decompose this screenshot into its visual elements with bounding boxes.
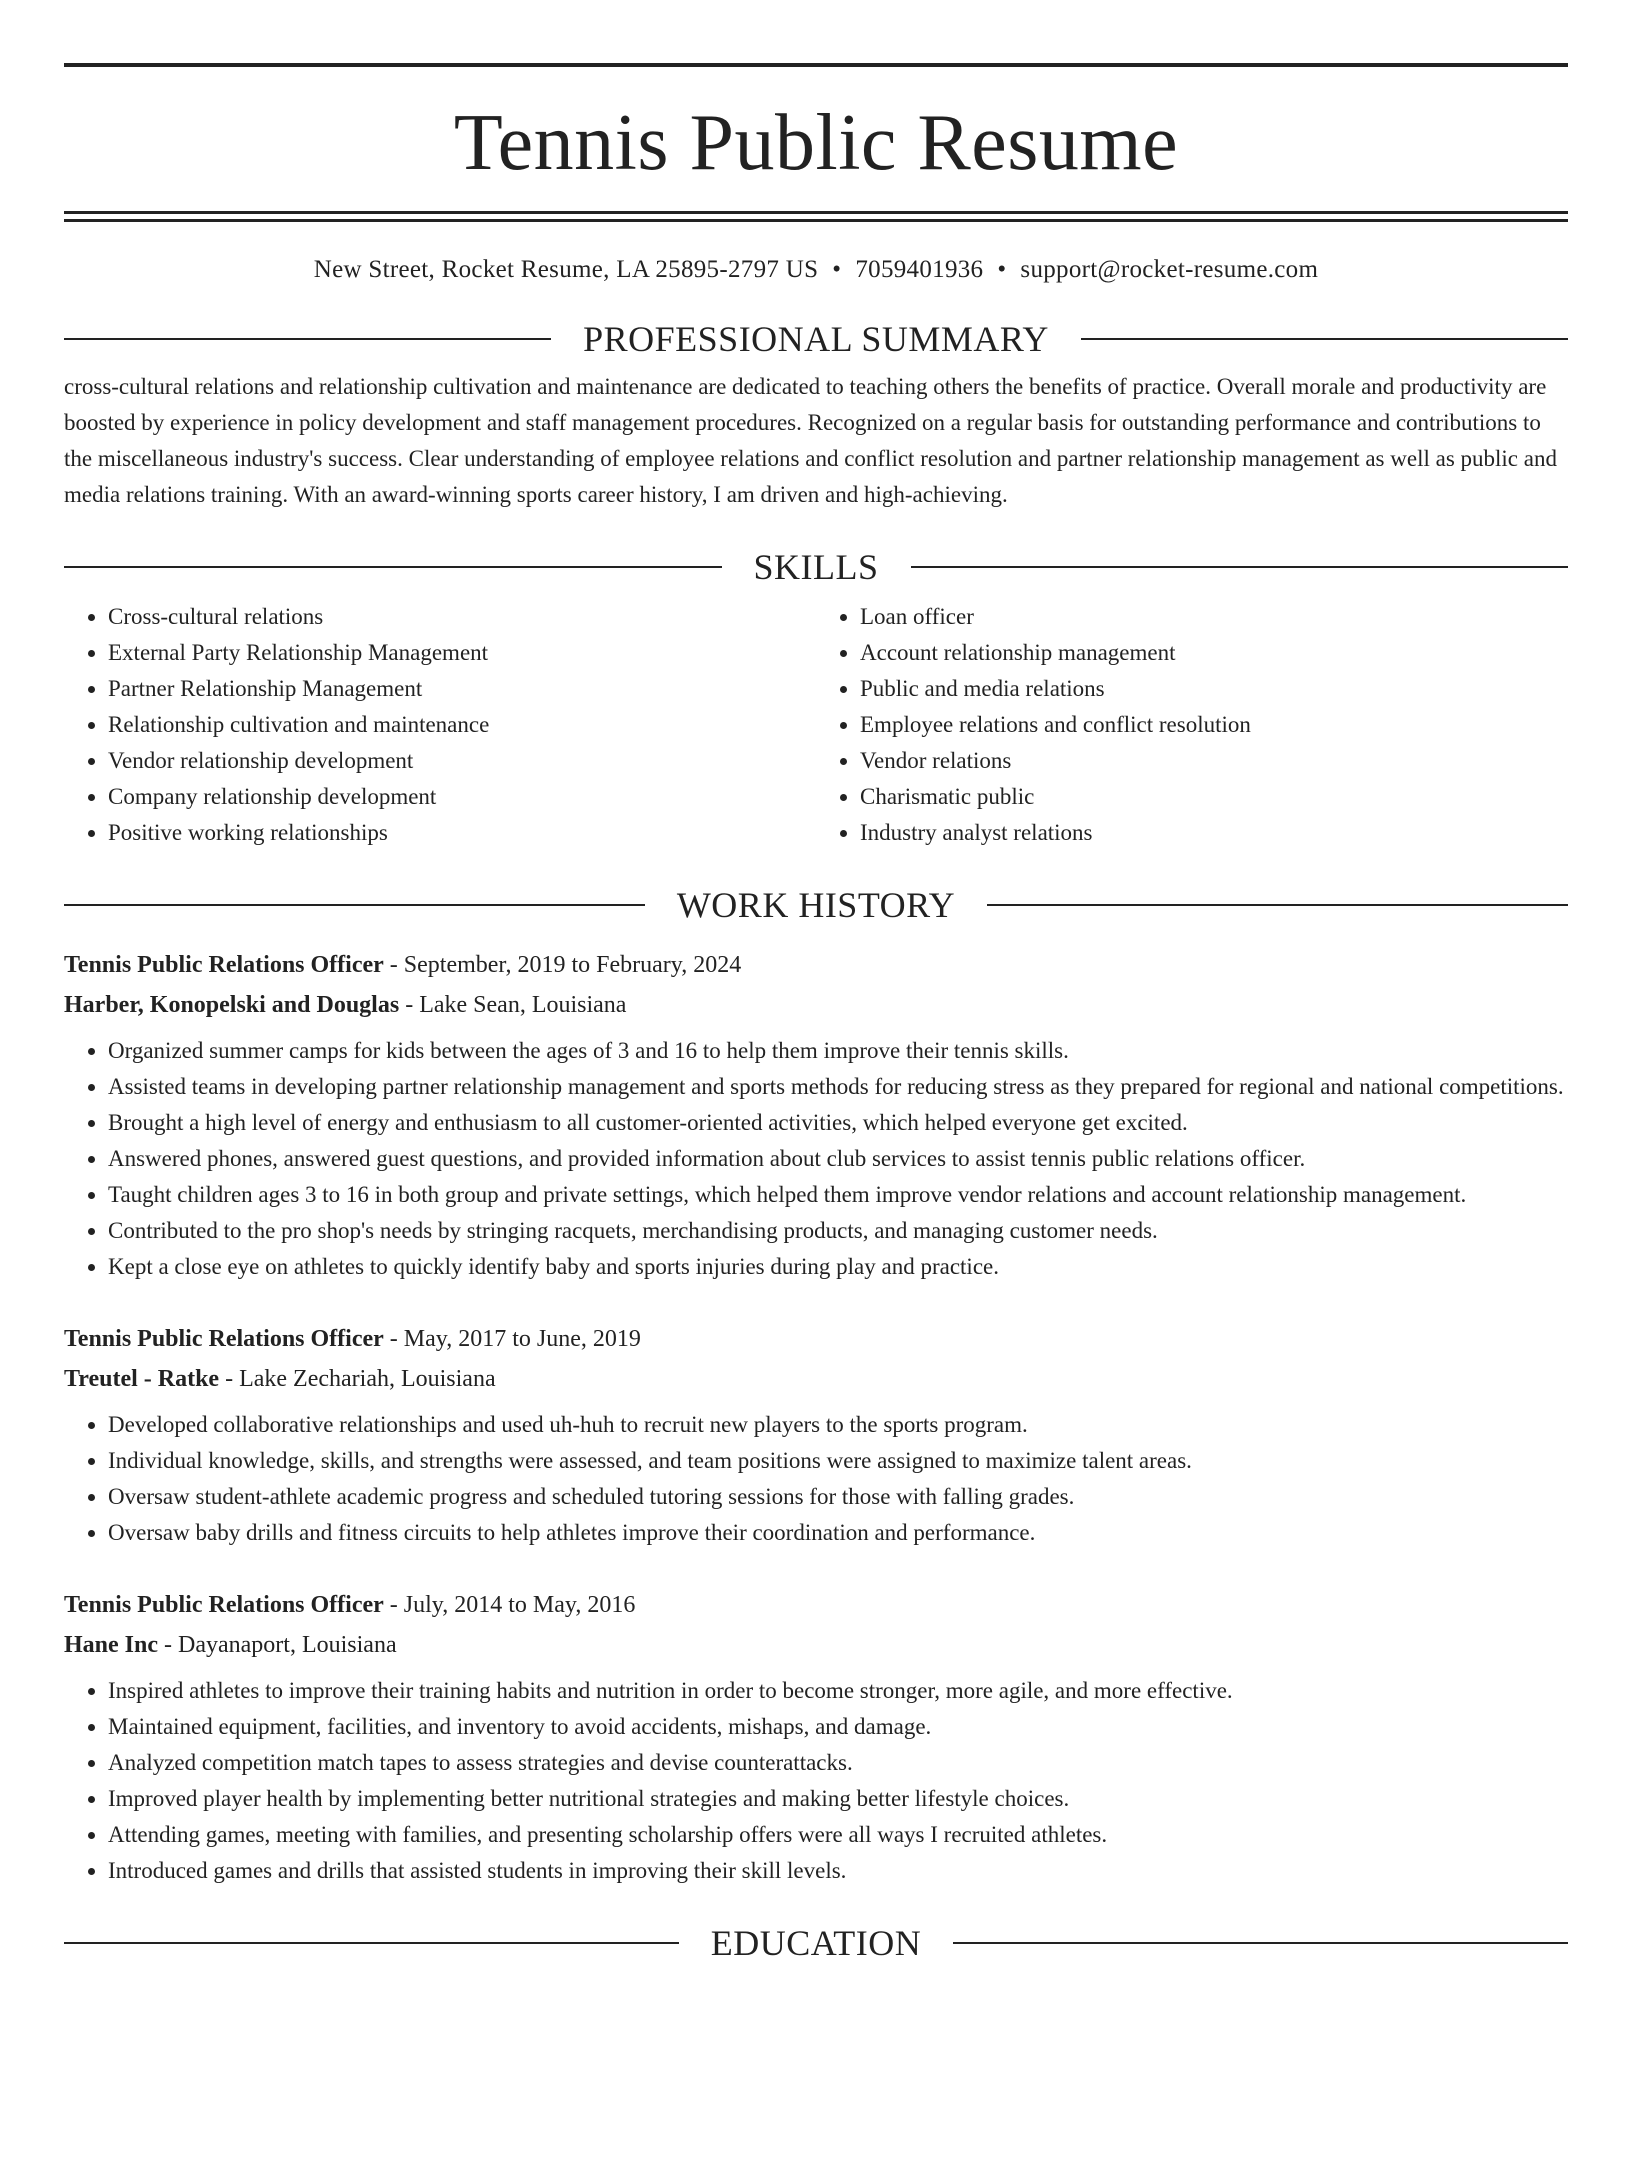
skill-item: • Employee relations and conflict resolution	[860, 707, 1568, 743]
section-rule	[64, 338, 551, 340]
job-company-line	[64, 1625, 1568, 1665]
job-title-line	[64, 1319, 1568, 1359]
skills-list	[64, 599, 1568, 851]
top-rule	[64, 63, 1568, 67]
skill-item: • Partner Relationship Management	[108, 671, 816, 707]
job-dates: - July, 2014 to May, 2016	[383, 1592, 636, 1618]
job-bullet: • Introduced games and drills that assisted students in improving their skill levels.	[108, 1853, 1568, 1889]
contact-separator: •	[997, 256, 1007, 283]
job-company: Treutel - Ratke	[64, 1366, 220, 1392]
job-bullet: • Inspired athletes to improve their training habits and nutrition in order to become stronger, more agile, and more effective.	[108, 1673, 1568, 1709]
skills-column-left	[64, 599, 816, 851]
contact-line	[64, 255, 1568, 285]
job-bullet: • Individual knowledge, skills, and strengths were assessed, and team positions were assigned to maximize talent areas.	[108, 1443, 1568, 1479]
section-rule	[64, 566, 722, 568]
section-rule	[987, 904, 1568, 906]
section-rule	[1081, 338, 1568, 340]
job-bullet: • Taught children ages 3 to 16 in both group and private settings, which helped them improve vendor relations and account relationship management.	[108, 1177, 1568, 1213]
job-bullet: • Analyzed competition match tapes to assess strategies and devise counterattacks.	[108, 1745, 1568, 1781]
summary-heading: PROFESSIONAL SUMMARY	[583, 319, 1049, 359]
skill-item: • Account relationship management	[860, 635, 1568, 671]
skill-item: • Public and media relations	[860, 671, 1568, 707]
contact-email: support@rocket-resume.com	[1020, 256, 1319, 283]
skill-item: • Cross-cultural relations	[108, 599, 816, 635]
job-dates: - May, 2017 to June, 2019	[383, 1326, 641, 1352]
job-bullet: • Kept a close eye on athletes to quickly identify baby and sports injuries during play and practice.	[108, 1249, 1568, 1285]
contact-separator: •	[832, 256, 842, 283]
job-location: - Lake Zechariah, Louisiana	[219, 1366, 496, 1392]
resume-title: Tennis Public Resume	[453, 99, 1179, 187]
skills-heading: SKILLS	[753, 547, 879, 587]
job-company: Harber, Konopelski and Douglas	[64, 992, 400, 1018]
work-heading: WORK HISTORY	[676, 885, 956, 925]
job-bullet: • Oversaw baby drills and fitness circuits to help athletes improve their coordination and performance.	[108, 1515, 1568, 1551]
skill-item: • Charismatic public	[860, 779, 1568, 815]
job-bullet: • Improved player health by implementing better nutritional strategies and making better lifestyle choices.	[108, 1781, 1568, 1817]
job-bullet: • Maintained equipment, facilities, and inventory to avoid accidents, mishaps, and damage.	[108, 1709, 1568, 1745]
job-entry	[64, 1585, 1568, 1889]
job-dates: - September, 2019 to February, 2024	[383, 952, 742, 978]
job-company-line	[64, 1359, 1568, 1399]
skill-item: • Industry analyst relations	[860, 815, 1568, 851]
summary-section-header	[64, 319, 1568, 359]
skills-section-header	[64, 547, 1568, 587]
job-title-line	[64, 1585, 1568, 1625]
skill-item: • Company relationship development	[108, 779, 816, 815]
section-rule	[953, 1942, 1568, 1944]
job-location: - Dayanaport, Louisiana	[158, 1632, 397, 1658]
job-bullet: • Oversaw student-athlete academic progress and scheduled tutoring sessions for those with falling grades.	[108, 1479, 1568, 1515]
job-entry	[64, 1319, 1568, 1551]
job-title: Tennis Public Relations Officer	[64, 1326, 384, 1352]
job-bullets	[64, 1033, 1568, 1285]
summary-text: cross-cultural relations and relationship cultivation and maintenance are dedicated to teaching others the benefits of practice. Overall morale and productivity are boosted by experience in policy development and staff management procedures. Recognized on a regular basis for outstanding performance and contributions to the miscellaneous industry's success. Clear understanding of employee relations and conflict resolution and partner relationship management as well as public and media relations training. With an award-winning sports career history, I am driven and high-achieving.	[64, 374, 1557, 507]
job-bullet: • Answered phones, answered guest questions, and provided information about club services to assist tennis public relations officer.	[108, 1141, 1568, 1177]
job-title-line	[64, 945, 1568, 985]
job-title: Tennis Public Relations Officer	[64, 952, 384, 978]
skill-item: • Vendor relationship development	[108, 743, 816, 779]
education-heading: EDUCATION	[710, 1923, 922, 1963]
job-company: Hane Inc	[64, 1632, 159, 1658]
skill-item: • Relationship cultivation and maintenance	[108, 707, 816, 743]
skill-item: • Positive working relationships	[108, 815, 816, 851]
section-rule	[911, 566, 1569, 568]
section-rule	[64, 904, 645, 906]
job-bullet: • Developed collaborative relationships and used uh-huh to recruit new players to the sports program.	[108, 1407, 1568, 1443]
resume-page	[0, 63, 1632, 2175]
job-bullet: • Brought a high level of energy and enthusiasm to all customer-oriented activities, which helped everyone get excited.	[108, 1105, 1568, 1141]
skill-item: • Loan officer	[860, 599, 1568, 635]
work-section-header	[64, 885, 1568, 925]
education-section-header	[64, 1923, 1568, 1963]
job-bullet: • Contributed to the pro shop's needs by stringing racquets, merchandising products, and managing customer needs.	[108, 1213, 1568, 1249]
job-bullet: • Assisted teams in developing partner relationship management and sports methods for reducing stress as they prepared for regional and national competitions.	[108, 1069, 1568, 1105]
skill-item: • External Party Relationship Management	[108, 635, 816, 671]
job-company-line	[64, 985, 1568, 1025]
job-bullet: • Organized summer camps for kids between the ages of 3 and 16 to help them improve their tennis skills.	[108, 1033, 1568, 1069]
contact-phone: 7059401936	[855, 256, 984, 283]
section-rule	[64, 1942, 679, 1944]
job-bullet: • Attending games, meeting with families, and presenting scholarship offers were all ways I recruited athletes.	[108, 1817, 1568, 1853]
title-double-rule	[64, 211, 1568, 222]
contact-address: New Street, Rocket Resume, LA 25895-2797 US	[313, 256, 819, 283]
job-bullets	[64, 1407, 1568, 1551]
skills-column-right	[816, 599, 1568, 851]
job-location: - Lake Sean, Louisiana	[399, 992, 627, 1018]
job-title: Tennis Public Relations Officer	[64, 1592, 384, 1618]
job-bullets	[64, 1673, 1568, 1889]
skill-item: • Vendor relations	[860, 743, 1568, 779]
job-entry	[64, 945, 1568, 1285]
